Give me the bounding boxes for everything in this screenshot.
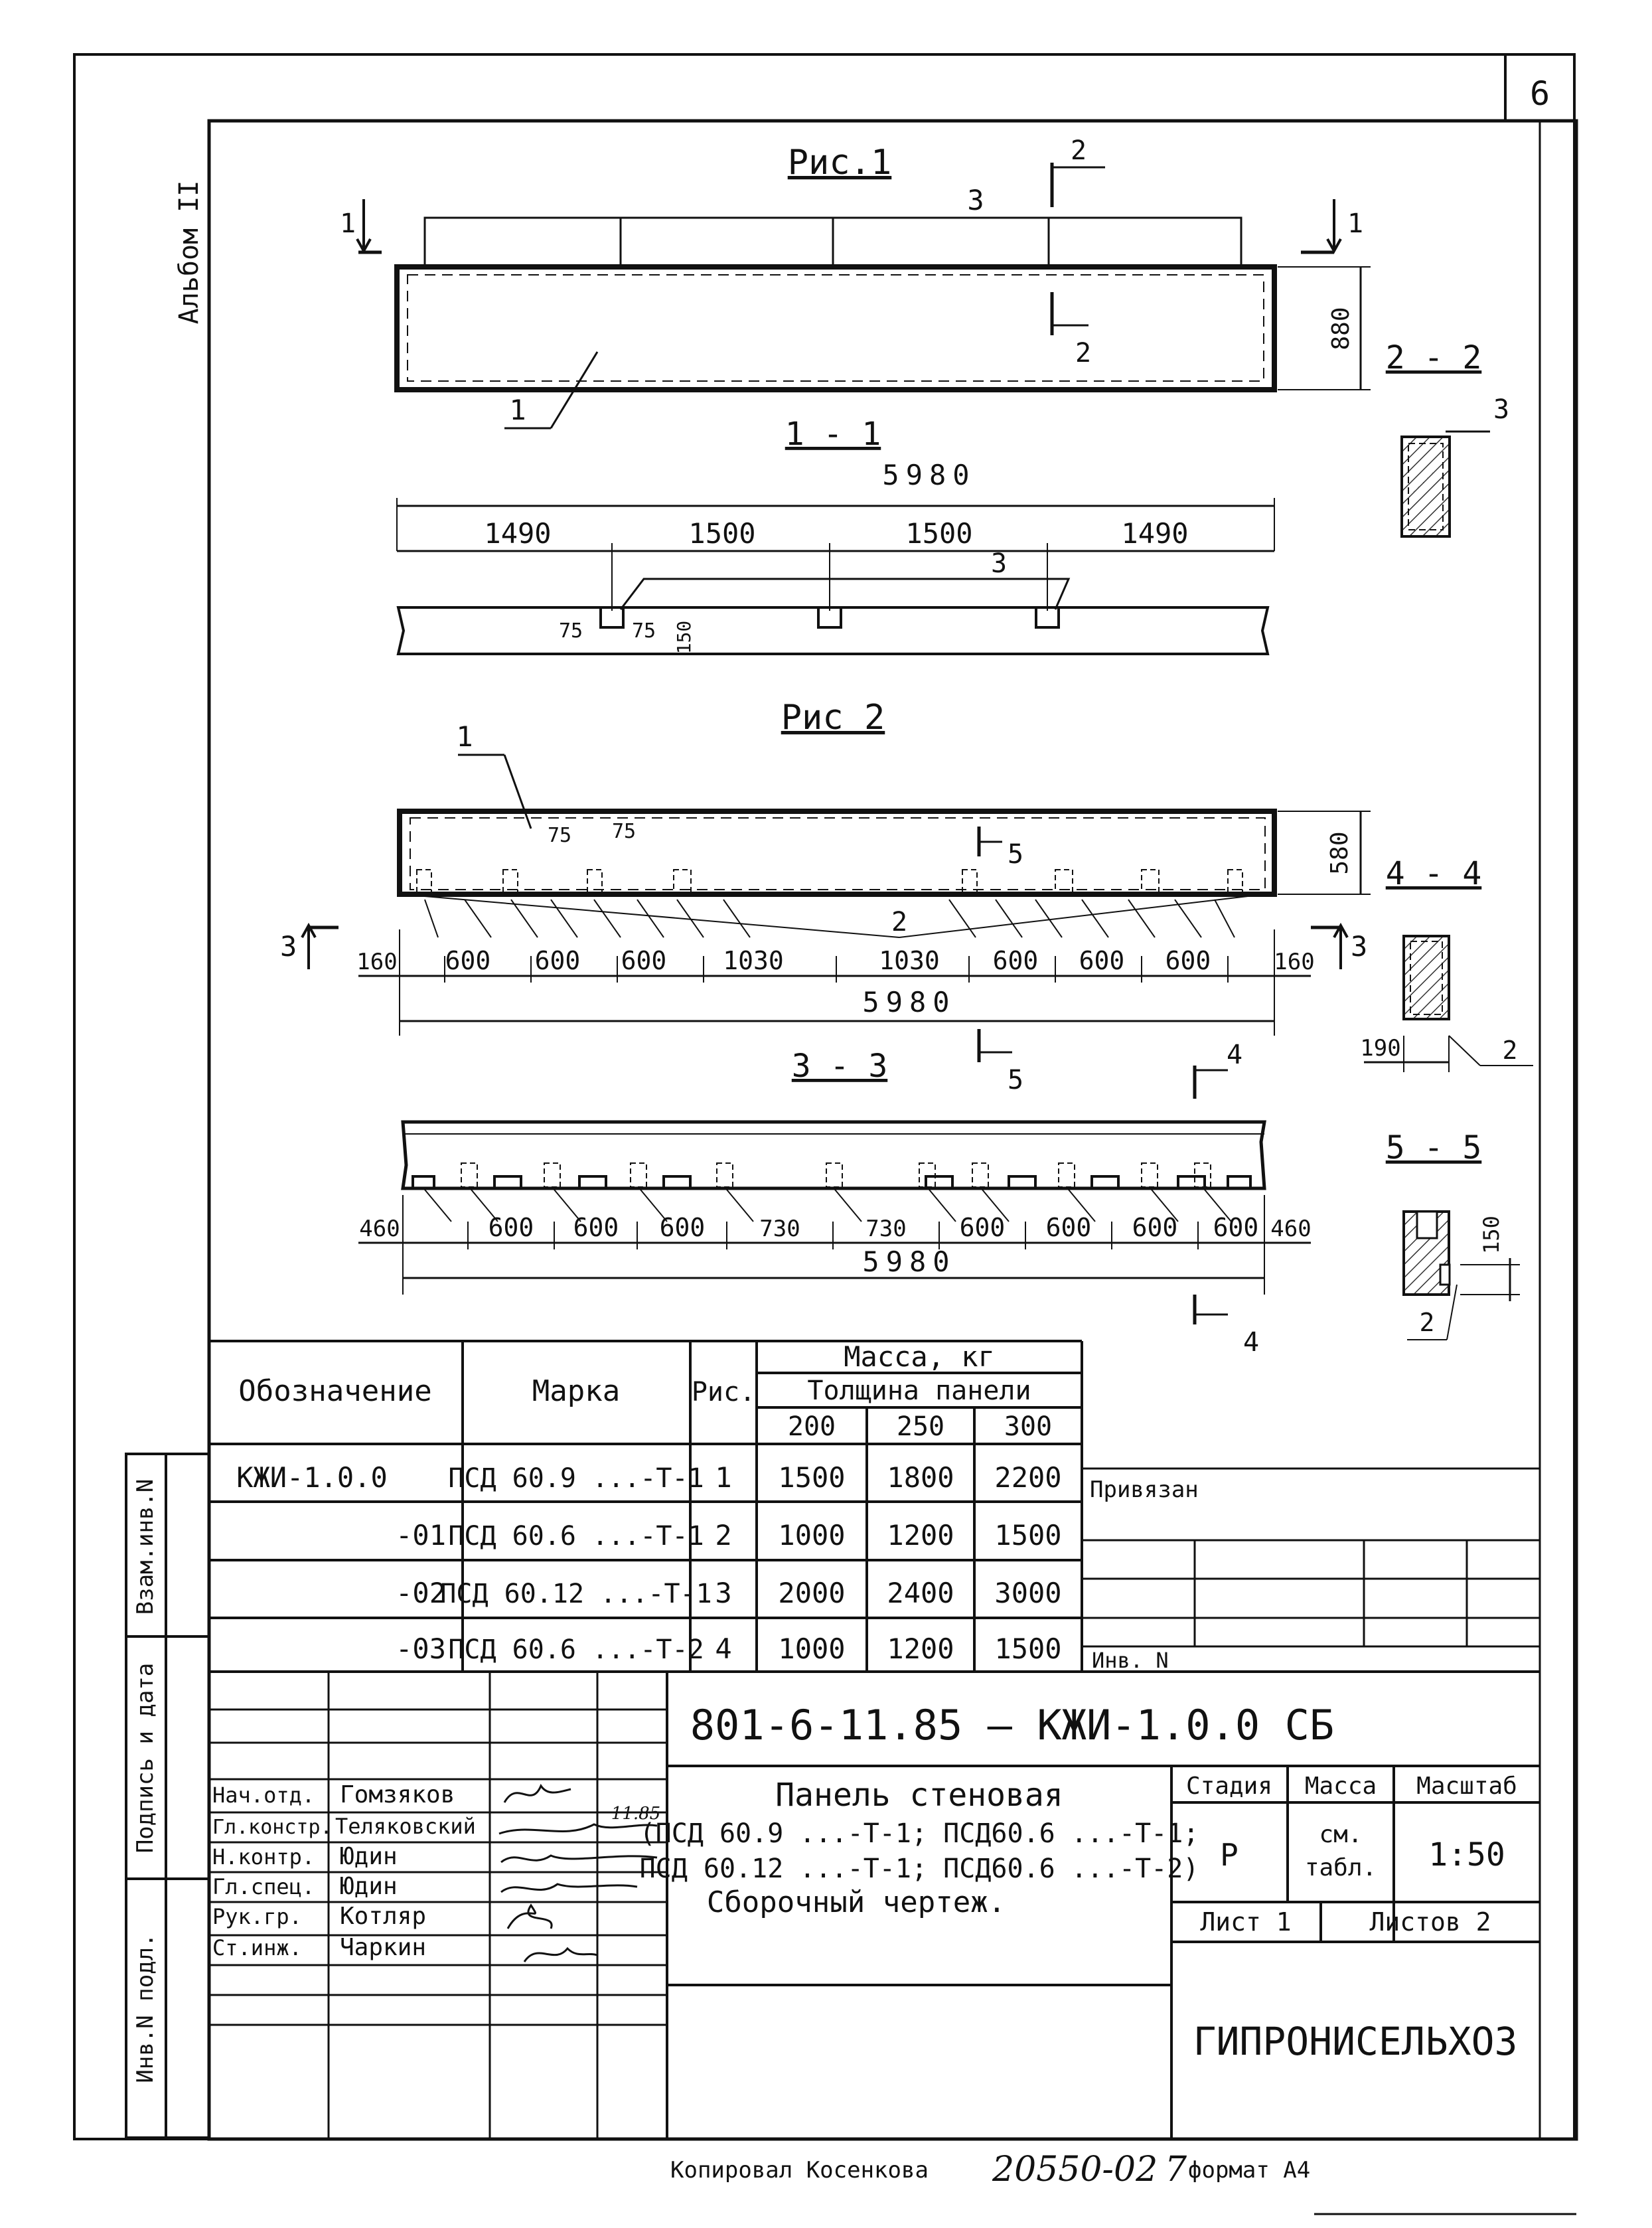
section-1-1-title: 1 - 1: [785, 416, 881, 453]
spec-row-mass-250: 2400: [887, 1577, 954, 1609]
scale-value: 1:50: [1428, 1836, 1505, 1873]
section-3-3-span-1: 460: [359, 1216, 400, 1242]
section-2-2-title: 2 - 2: [1385, 339, 1482, 376]
fig2-cut-5-bottom: 5: [1007, 1065, 1024, 1095]
spec-row-mark: ПСД 60.6 ...-Т-2: [448, 1634, 704, 1665]
mass-value-line1: см.: [1319, 1821, 1363, 1848]
title-line-4: Сборочный чертеж.: [706, 1885, 1006, 1919]
section-1-1-span-4: 1490: [1121, 517, 1189, 550]
spec-row-mass-250: 1200: [887, 1632, 954, 1665]
spec-row-fig: 2: [715, 1519, 732, 1552]
section-3-3: [358, 1048, 1312, 1358]
section-3-3-span-8: 600: [1045, 1213, 1092, 1242]
spec-thickness-300: 300: [1004, 1411, 1053, 1442]
section-3-3-span-6: 730: [865, 1216, 907, 1242]
section-3-3-cut-4-bottom: 4: [1242, 1327, 1260, 1358]
fig1-cut-1-left: 1: [340, 208, 356, 239]
spec-row-mass-200: 2000: [778, 1577, 846, 1609]
section-1-1-span-1: 1490: [484, 517, 552, 550]
footer-copied-by: Копировал Косенкова: [670, 2157, 929, 2184]
section-1-1-span-3: 1500: [905, 517, 973, 550]
fig2-cut-3-right: 3: [1351, 930, 1368, 963]
spec-table: [209, 1340, 1540, 1672]
spec-thickness-200: 200: [787, 1411, 836, 1442]
spec-row-mass-300: 3000: [994, 1577, 1062, 1609]
staff-role: Нач.отд.: [212, 1783, 315, 1808]
staff-row: [212, 1934, 426, 1961]
section-2-2: [1386, 339, 1509, 536]
spec-row-mass-200: 1000: [778, 1632, 846, 1665]
organization-name: ГИПРОНИСЕЛЬХОЗ: [1193, 2019, 1518, 2064]
spec-row: [236, 1461, 1061, 1494]
fig1-cut-2-bottom: 2: [1075, 338, 1092, 368]
staff-role: Гл.спец.: [212, 1874, 315, 1899]
section-3-3-title: 3 - 3: [791, 1048, 888, 1085]
section-1-1-callout: 3: [990, 548, 1008, 579]
section-3-3-total-dim: 5980: [862, 1245, 956, 1278]
section-3-3-span-10: 600: [1213, 1213, 1259, 1242]
spec-row-mass-300: 1500: [994, 1519, 1062, 1552]
fig2-span-7: 600: [992, 946, 1039, 975]
stage-label: Стадия: [1185, 1773, 1273, 1800]
side-stamp: [126, 1454, 209, 2138]
fig2-span-4: 600: [621, 946, 667, 975]
mass-label: Масса: [1304, 1773, 1377, 1800]
section-3-3-span-9: 600: [1132, 1213, 1178, 1242]
spec-row-mass-300: 1500: [994, 1632, 1062, 1665]
section-1-1: [397, 416, 1274, 654]
sheet-number: Лист 1: [1200, 1907, 1292, 1937]
fig2-span-5: 1030: [723, 946, 784, 975]
binding-label: Привязан: [1090, 1476, 1199, 1503]
fig2-span-1: 160: [356, 949, 398, 975]
spec-header-mass: Масса, кг: [844, 1340, 995, 1373]
fig2-callout-1: 1: [456, 720, 473, 753]
sheets-total: Листов 2: [1369, 1907, 1491, 1937]
footer-format: формат А4: [1188, 2157, 1311, 2184]
fig2-callout-2: 2: [891, 907, 908, 937]
staff-row: [212, 1814, 476, 1839]
staff-role: Ст.инж.: [212, 1935, 302, 1960]
section-5-5-callout: 2: [1419, 1308, 1435, 1337]
spec-row-fig: 4: [715, 1632, 732, 1665]
section-3-3-span-3: 600: [573, 1213, 619, 1242]
section-3-3-span-11: 460: [1270, 1216, 1312, 1242]
staff-row: [212, 1843, 398, 1870]
spec-row-fig: 3: [715, 1577, 732, 1609]
spec-row-mass-200: 1000: [778, 1519, 846, 1552]
fig1-cut-1-right: 1: [1347, 208, 1364, 239]
spec-row-mass-250: 1800: [887, 1461, 954, 1494]
staff-row: [212, 1873, 398, 1900]
section-1-1-dim-75a: 75: [558, 619, 583, 643]
title-line-3: ПСД 60.12 ...-Т-1; ПСД60.6 ...-Т-2): [639, 1854, 1199, 1884]
fig2-span-9: 600: [1165, 946, 1211, 975]
spec-row-designation: -01: [396, 1519, 446, 1552]
spec-row-fig: 1: [715, 1461, 732, 1494]
fig1-elevation: [340, 135, 1371, 428]
section-4-4: [1360, 855, 1533, 1072]
spec-header-fig: Рис.: [691, 1377, 756, 1407]
footer: [670, 2150, 1576, 2214]
staff-row: [212, 1781, 455, 1808]
staff-name: Гомзяков: [340, 1781, 455, 1808]
spec-header-designation: Обозначение: [238, 1374, 432, 1408]
side-stamp-signature-date: Подпись и дата: [132, 1662, 159, 1854]
spec-row: [396, 1519, 1061, 1552]
spec-row-designation: -03: [396, 1632, 446, 1665]
staff-name: Теляковский: [335, 1814, 476, 1839]
section-5-5: [1386, 1129, 1520, 1340]
scale-label: Масштаб: [1416, 1773, 1517, 1800]
section-5-5-title: 5 - 5: [1385, 1129, 1482, 1166]
binding-block: [1082, 1469, 1540, 1673]
section-3-3-span-7: 600: [959, 1213, 1006, 1242]
signature-date: 11.85: [611, 1804, 661, 1824]
title-line-2: (ПСД 60.9 ...-Т-1; ПСД60.6 ...-Т-1;: [639, 1818, 1199, 1849]
staff-role: Гл.констр.: [212, 1816, 333, 1839]
section-3-3-span-4: 600: [659, 1213, 706, 1242]
spec-row-designation: -02: [396, 1577, 446, 1609]
section-2-2-callout: 3: [1493, 394, 1510, 425]
fig2-title: Рис 2: [781, 698, 885, 738]
album-label: Альбом II: [174, 180, 204, 325]
fig2-elevation: [280, 698, 1371, 1099]
mass-value-line2: табл.: [1304, 1854, 1377, 1881]
section-3-3-span-5: 730: [759, 1216, 800, 1242]
spec-row: [396, 1577, 1061, 1609]
section-4-4-title: 4 - 4: [1385, 855, 1482, 892]
stage-value: Р: [1220, 1837, 1239, 1873]
title-line-1: Панель стеновая: [775, 1777, 1063, 1814]
fig2-cut-5-top: 5: [1007, 839, 1024, 870]
fig2-total-dim: 5980: [862, 986, 956, 1018]
binding-inv-label: Инв. N: [1092, 1648, 1169, 1673]
fig1-height-dim: 880: [1327, 307, 1355, 351]
spec-row-mass-200: 1500: [778, 1461, 846, 1494]
fig2-height-dim: 580: [1326, 831, 1353, 875]
spec-header-thickness: Толщина панели: [807, 1376, 1031, 1406]
side-stamp-original-inv: Инв.N подл.: [132, 1933, 159, 2083]
fig1-title: Рис.1: [787, 143, 892, 183]
fig2-span-10: 160: [1274, 949, 1315, 975]
footer-number-suffix: 7: [1165, 2150, 1187, 2189]
doc-code: 801-6-11.85 — КЖИ-1.0.0 СБ: [690, 1701, 1335, 1749]
fig2-span-3: 600: [534, 946, 581, 975]
fig2-span-6: 1030: [879, 946, 940, 975]
section-4-4-callout: 2: [1502, 1036, 1518, 1065]
footer-number: 20550-02: [992, 2150, 1158, 2189]
spec-header-mark: Марка: [532, 1374, 621, 1408]
spec-thickness-250: 250: [896, 1411, 945, 1442]
staff-name: Чаркин: [340, 1934, 427, 1961]
spec-row-mass-300: 2200: [994, 1461, 1062, 1494]
section-1-1-total-dim: 5980: [882, 459, 976, 491]
fig2-dim-75a: 75: [547, 824, 572, 847]
spec-row: [396, 1632, 1061, 1665]
page-number: 6: [1529, 74, 1550, 113]
section-1-1-span-2: 1500: [688, 517, 756, 550]
side-stamp-replace-inv: Взам.инв.N: [132, 1478, 159, 1615]
section-4-4-dim: 190: [1360, 1035, 1401, 1062]
section-1-1-dim-150: 150: [673, 620, 695, 655]
staff-role: Рук.гр.: [212, 1904, 302, 1929]
fig2-cut-4-top: 4: [1226, 1040, 1243, 1070]
section-3-3-span-2: 600: [488, 1213, 534, 1242]
spec-row-mark: ПСД 60.9 ...-Т-1: [448, 1463, 704, 1494]
fig2-dim-75b: 75: [611, 820, 637, 843]
fig2-span-2: 600: [445, 946, 491, 975]
staff-role: Н.контр.: [212, 1844, 315, 1870]
fig2-cut-3-left: 3: [280, 930, 297, 963]
fig2-span-8: 600: [1079, 946, 1125, 975]
spec-row-mark: ПСД 60.12 ...-Т-1: [440, 1579, 712, 1609]
staff-row: [212, 1903, 426, 1930]
fig1-callout-3: 3: [967, 184, 984, 216]
staff-name: Юдин: [340, 1843, 398, 1870]
staff-name: Котляр: [340, 1903, 427, 1930]
staff-name: Юдин: [340, 1873, 398, 1900]
fig1-cut-2-top: 2: [1070, 135, 1087, 166]
spec-row-mark: ПСД 60.6 ...-Т-1: [448, 1521, 704, 1552]
spec-row-designation: КЖИ-1.0.0: [236, 1461, 388, 1494]
title-block: [209, 1672, 1540, 2139]
fig1-callout-1: 1: [509, 394, 526, 426]
section-5-5-dim: 150: [1479, 1216, 1504, 1254]
spec-row-mass-250: 1200: [887, 1519, 954, 1552]
section-1-1-dim-75b: 75: [631, 619, 656, 643]
